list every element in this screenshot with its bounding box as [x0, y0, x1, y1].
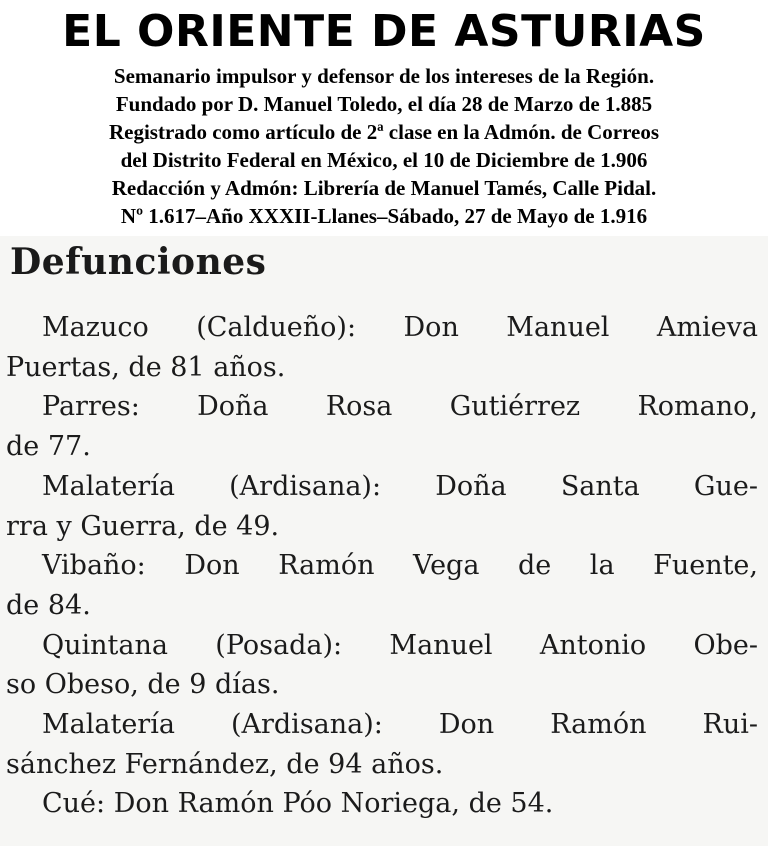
masthead — [0, 0, 768, 230]
obituaries-article — [0, 236, 768, 846]
obituary-line: de 84. — [6, 589, 91, 621]
masthead-line-editorial: Redacción y Admón: Librería de Manuel Tamés, Calle Pidal. — [111, 176, 657, 200]
masthead-line-founded: Fundado por D. Manuel Toledo, el día 28 de Marzo de 1.885 — [115, 92, 653, 116]
obituary-line: Malatería (Ardisana): Doña Santa Gue- — [42, 470, 758, 502]
masthead-line-issue: Nº 1.617–Año XXXII-Llanes–Sábado, 27 de Mayo de 1.916 — [120, 204, 648, 228]
newspaper-title: EL ORIENTE DE ASTURIAS — [62, 6, 706, 57]
obituary-line: rra y Guerra, de 49. — [6, 510, 280, 542]
obituary-line: sánchez Fernández, de 94 años. — [6, 748, 444, 780]
obituary-line: Parres: Doña Rosa Gutiérrez Romano, — [42, 391, 758, 423]
masthead-line-motto: Semanario impulsor y defensor de los intereses de la Región. — [113, 64, 655, 88]
obituary-line: so Obeso, de 9 días. — [6, 669, 280, 701]
article-heading: Defunciones — [10, 241, 267, 283]
obituary-list — [0, 308, 768, 824]
obituary-line: Cué: Don Ramón Póo Noriega, de 54. — [42, 788, 554, 820]
obituary-line: Mazuco (Caldueño): Don Manuel Amieva — [42, 312, 758, 343]
obituary-line: Quintana (Posada): Manuel Antonio Obe- — [42, 629, 758, 661]
masthead-line-district: del Distrito Federal en México, el 10 de Diciembre de 1.906 — [120, 148, 648, 172]
masthead-line-registered: Registrado como artículo de 2ª clase en la Admón. de Correos — [108, 120, 660, 144]
obituary-line: Puertas, de 81 años. — [6, 351, 286, 383]
obituary-line: Malatería (Ardisana): Don Ramón Rui- — [42, 709, 758, 741]
obituary-line: Vibaño: Don Ramón Vega de la Fuente, — [42, 550, 758, 582]
obituary-line: de 77. — [6, 431, 91, 463]
